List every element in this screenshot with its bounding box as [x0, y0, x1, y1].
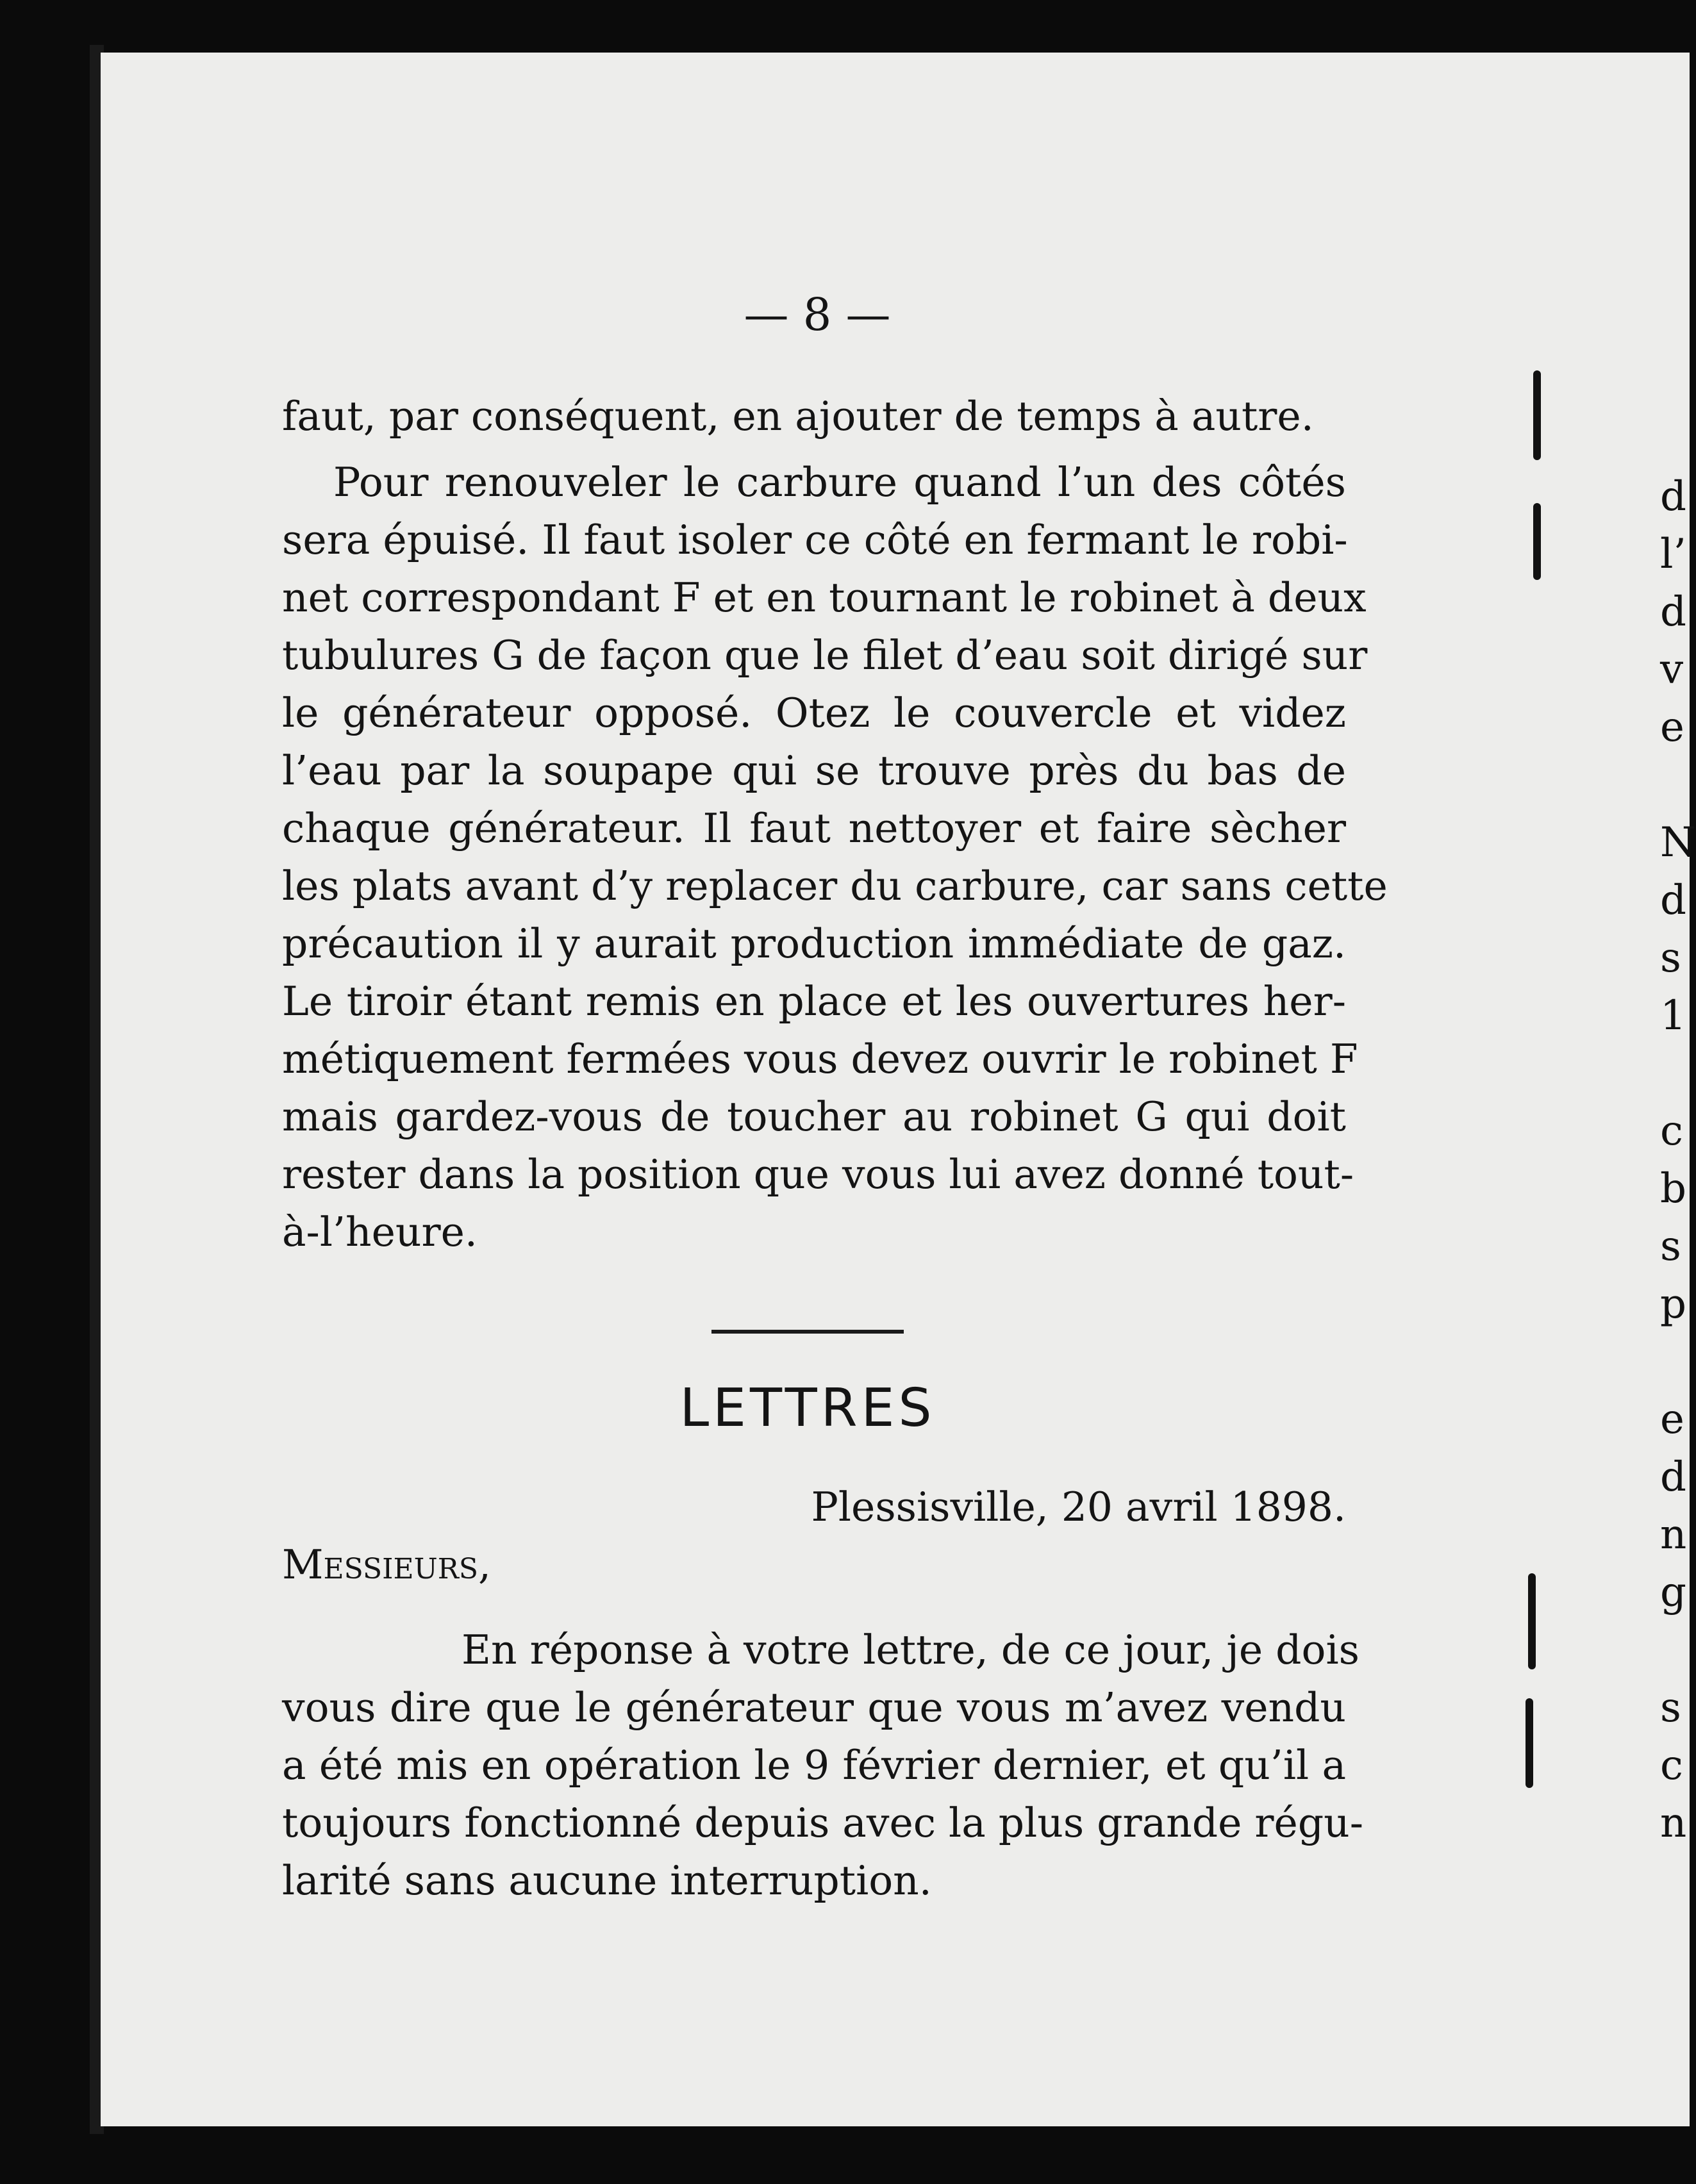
- text-line: net correspondant F et en tournant le robinet à deux: [282, 574, 1367, 621]
- next-page-fragment: g: [1660, 1569, 1686, 1616]
- paragraph-2: [282, 454, 1388, 1261]
- next-page-fragment: c: [1660, 1107, 1683, 1155]
- paragraph-1: [282, 388, 1346, 445]
- next-page-fragment: [1660, 1621, 1690, 1679]
- next-page-fragment: [1660, 1045, 1690, 1102]
- letter-place-date: Plessisville, 20 avril 1898.: [811, 1484, 1346, 1530]
- next-page-fragment: d: [1660, 1453, 1686, 1501]
- next-page-fragment: [1660, 1333, 1690, 1391]
- next-page-fragment-column: [1660, 468, 1696, 2115]
- gutter-mark: [1533, 370, 1541, 460]
- section-heading: LETTRES: [679, 1378, 936, 1439]
- text-line: mais gardez-vous de toucher au robinet G qui doit: [282, 1093, 1346, 1140]
- next-page-fragment: l’: [1660, 531, 1686, 578]
- next-page-fragment: n: [1660, 1511, 1687, 1559]
- next-page-fragment: d: [1660, 877, 1686, 924]
- text-line: l’eau par la soupape qui se trouve près du bas de: [282, 747, 1346, 794]
- text-line: toujours fonctionné depuis avec la plus grande régu-: [282, 1799, 1364, 1846]
- text-line: a été mis en opération le 9 février dernier, et qu’il a: [282, 1742, 1346, 1789]
- next-page-fragment: [1660, 756, 1690, 814]
- text-line: chaque générateur. Il faut nettoyer et faire sècher: [282, 805, 1346, 852]
- gutter-mark: [1533, 503, 1541, 580]
- text-line: Le tiroir étant remis en place et les ouvertures her-: [282, 978, 1346, 1025]
- text-line: précaution il y aurait production immédiate de gaz.: [282, 920, 1346, 967]
- next-page-fragment: s: [1660, 1684, 1681, 1732]
- text-line: à-l’heure.: [282, 1209, 478, 1255]
- text-line: vous dire que le générateur que vous m’avez vendu: [282, 1684, 1346, 1731]
- gutter-mark: [1528, 1573, 1536, 1669]
- text-line: rester dans la position que vous lui avez donné tout-: [282, 1151, 1354, 1198]
- text-line: larité sans aucune interruption.: [282, 1857, 932, 1904]
- next-page-fragment: e: [1660, 704, 1684, 751]
- next-page-fragment: s: [1660, 1223, 1681, 1270]
- text-line: faut, par conséquent, en ajouter de temps à autre.: [282, 393, 1314, 440]
- text-line: le générateur opposé. Otez le couvercle et videz: [282, 690, 1346, 736]
- text-line: métiquement fermées vous devez ouvrir le robinet F: [282, 1036, 1358, 1082]
- text-line: sera épuisé. Il faut isoler ce côté en fermant le robi-: [282, 517, 1348, 563]
- next-page-fragment: b: [1660, 1165, 1686, 1212]
- text-line: Pour renouveler le carbure quand l’un des côtés: [333, 459, 1346, 506]
- next-page-fragment: N: [1660, 819, 1696, 866]
- next-page-fragment: p: [1660, 1280, 1686, 1328]
- gutter-mark: [1526, 1698, 1533, 1788]
- next-page-fragment: v: [1660, 646, 1684, 693]
- next-page-fragment: e: [1660, 1396, 1684, 1443]
- section-divider: [711, 1330, 904, 1334]
- next-page-fragment: d: [1660, 473, 1686, 520]
- page-number: — 8 —: [744, 288, 891, 341]
- next-page-fragment: d: [1660, 588, 1686, 636]
- text-line: En réponse à votre lettre, de ce jour, je dois: [461, 1626, 1359, 1673]
- next-page-fragment: 1: [1660, 992, 1686, 1039]
- next-page-fragment: n: [1660, 1799, 1687, 1847]
- text-line: les plats avant d’y replacer du carbure, car sans cette: [282, 863, 1388, 909]
- next-page-fragment: s: [1660, 934, 1681, 982]
- letter-salutation: Messieurs,: [282, 1541, 492, 1588]
- letter-body: [282, 1621, 1364, 1910]
- next-page-fragment: c: [1660, 1742, 1683, 1789]
- text-line: tubulures G de façon que le filet d’eau soit dirigé sur: [282, 632, 1368, 679]
